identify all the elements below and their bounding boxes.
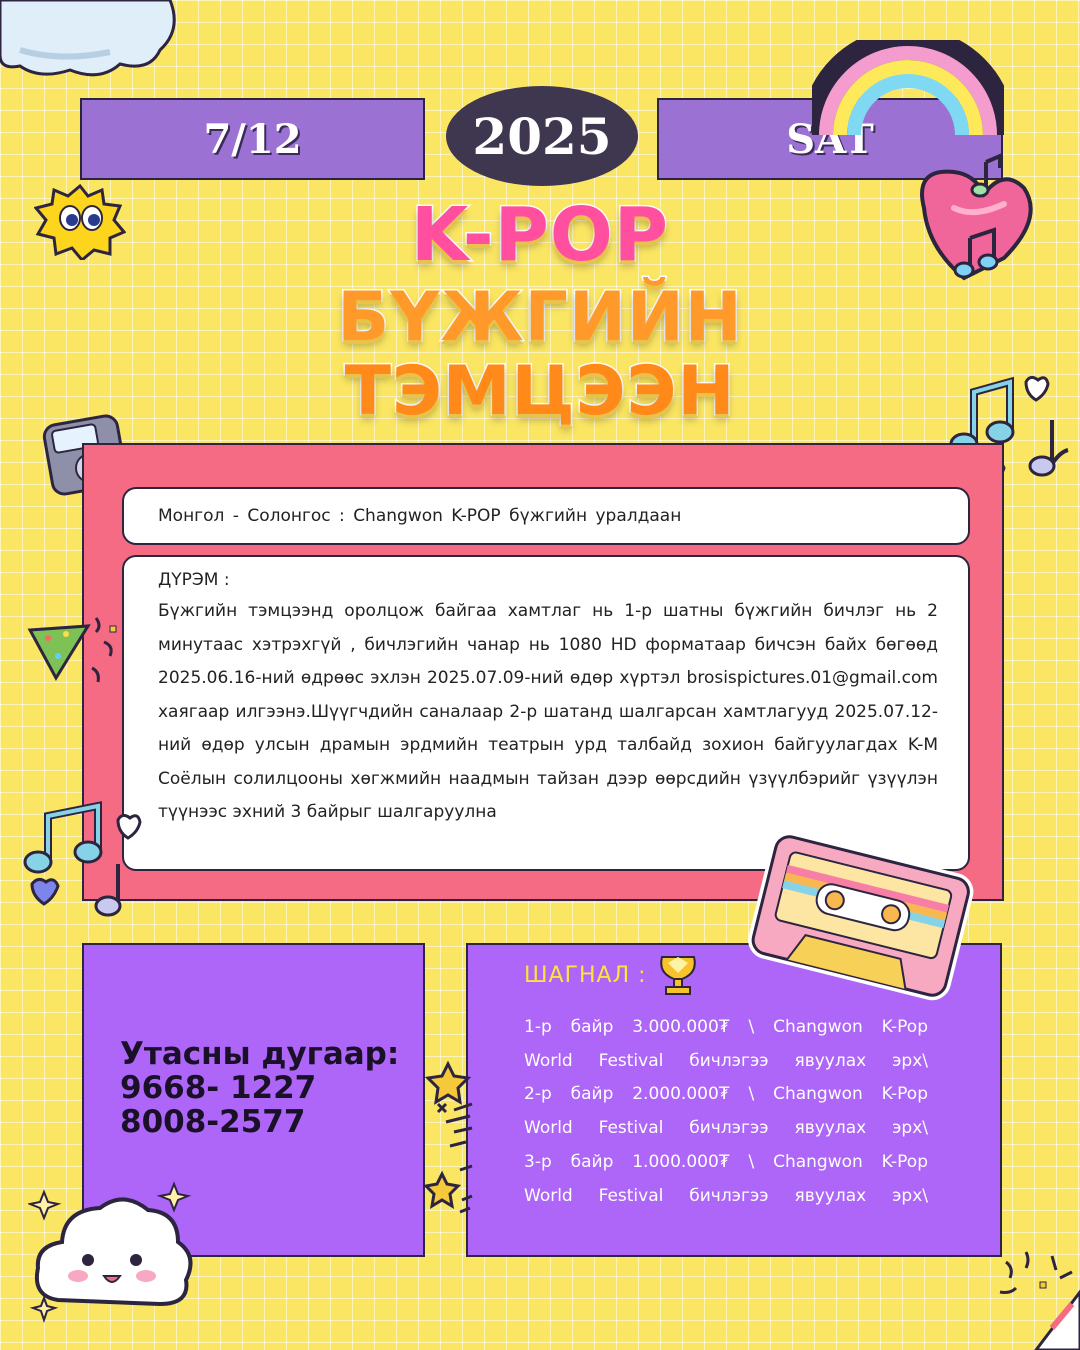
rules-heading: ДҮРЭМ : [158, 570, 230, 590]
rules-card [122, 555, 970, 871]
cute-cloud-icon [28, 1180, 198, 1330]
party-popper-icon [996, 1248, 1080, 1350]
subtitle-card [122, 487, 970, 545]
title-line-2: БҮЖГИЙН [337, 278, 743, 357]
award-line: World Festival бичлэгээ явуулах эрх\ [524, 1051, 928, 1071]
party-hat-icon [26, 612, 126, 686]
date-text: 7/12 [203, 115, 302, 163]
weekday-text: SAT [786, 115, 874, 163]
award-line: World Festival бичлэгээ явуулах эрх\ [524, 1118, 928, 1138]
award-line: 3-р байр 1.000.000₮ \ Changwon K-Pop [524, 1152, 928, 1172]
cassette-icon [748, 826, 974, 1004]
title-line-1: K-POP [410, 192, 669, 278]
cloud-icon [0, 0, 180, 80]
trophy-icon [654, 953, 702, 997]
date-box [80, 98, 425, 180]
awards-title: ШАГНАЛ : [524, 963, 647, 988]
rainbow-icon [812, 40, 1004, 140]
phone-label: Утасны дугаар: [120, 1036, 400, 1072]
year-badge [446, 86, 638, 186]
subtitle-text: Монгол - Солонгос : Changwon K-POP бүжгийн уралдаан [158, 506, 682, 526]
award-line: 2-р байр 2.000.000₮ \ Changwon K-Pop [524, 1084, 928, 1104]
music-note-icon [18, 800, 148, 924]
award-line: 1-р байр 3.000.000₮ \ Changwon K-Pop [524, 1017, 928, 1037]
contact-info [120, 1037, 399, 1139]
award-line: World Festival бичлэгээ явуулах эрх\ [524, 1186, 928, 1206]
star-icon [424, 1060, 476, 1220]
phone-number-2[interactable]: 8008-2577 [120, 1104, 306, 1140]
rules-body: Бүжгийн тэмцээнд оролцож байгаа хамтлаг нь 1-р шатны бүжгийн бичлэг нь 2 минутаас хэтрэхгүй , бичлэгийн чанар нь 1080 HD форматаар бичсэн байх бөгөөд 2025.06.16-ний өдрөөс эхлэн 2025.07.09-ний өдөр хүртэл brosispictures.01@gmail.com хаягаар илгээнэ.Шүүгчдийн саналаар 2-р шатанд шалгарсан хамтлагууд 2025.07.12-ний өдөр улсын драмын эрдмийн театрын урд талбайд зохион байгуулагдах K-M Соёлын солилцооны хөгжмийн наадмын тайзан дээр өөрсдийн үзүүлбэрийг үзүүлэн түүнээс эхний 3 байрыг шалгаруулна [158, 601, 938, 822]
phone-number-1[interactable]: 9668- 1227 [120, 1070, 317, 1106]
title-line-3: ТЭМЦЭЭН [344, 352, 736, 431]
year-text: 2025 [472, 106, 612, 166]
